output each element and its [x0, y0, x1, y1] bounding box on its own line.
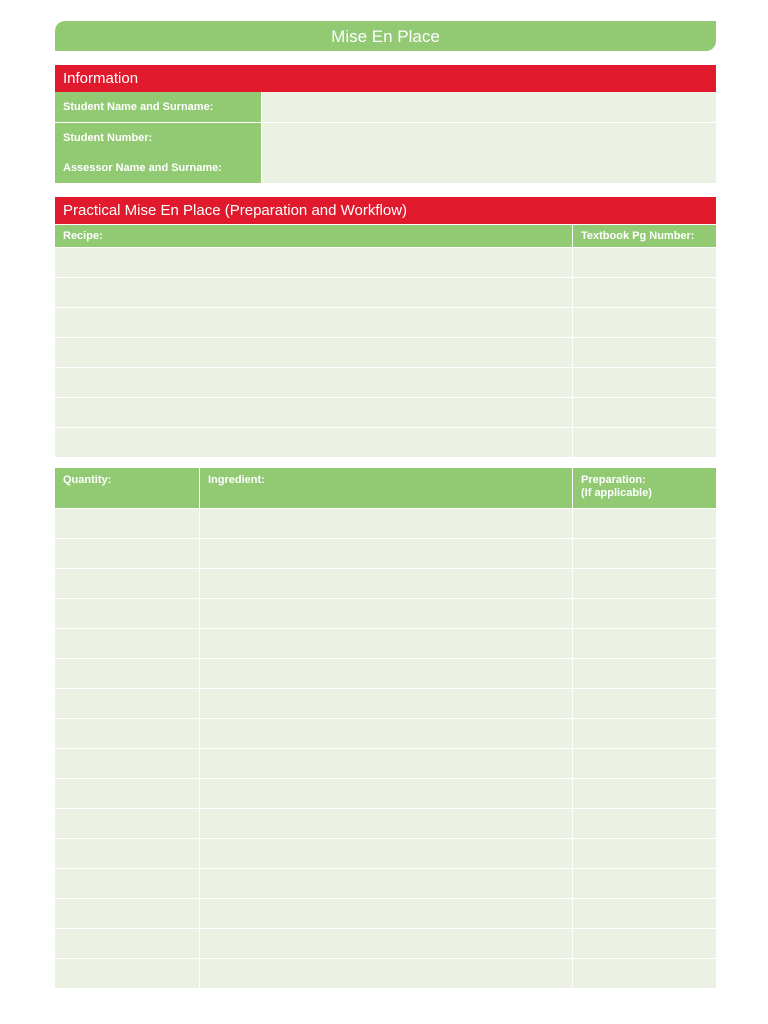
- ingredients-table-body: [55, 509, 716, 989]
- ingredient-table-row[interactable]: [55, 839, 716, 869]
- recipe-table-row[interactable]: [55, 338, 716, 368]
- student-number-field[interactable]: [261, 123, 716, 153]
- column-divider: [572, 719, 573, 748]
- column-divider: [572, 959, 573, 988]
- column-divider: [199, 839, 200, 868]
- recipe-table-row[interactable]: [55, 398, 716, 428]
- recipe-table-header: [55, 225, 716, 247]
- column-divider: [572, 809, 573, 838]
- ingredient-table-row[interactable]: [55, 749, 716, 779]
- column-divider: [572, 539, 573, 568]
- ingredient-table-row[interactable]: [55, 659, 716, 689]
- column-divider: [199, 659, 200, 688]
- recipe-table-row[interactable]: [55, 278, 716, 308]
- ingredient-table-row[interactable]: [55, 719, 716, 749]
- preparation-header-note: (If applicable): [581, 487, 652, 499]
- column-divider: [572, 509, 573, 538]
- page-title: Mise En Place: [55, 21, 716, 51]
- ingredient-table-row[interactable]: [55, 599, 716, 629]
- column-divider: [199, 749, 200, 778]
- column-divider: [572, 248, 573, 277]
- assessor-name-field[interactable]: [261, 153, 716, 183]
- recipe-table-row[interactable]: [55, 428, 716, 458]
- ingredient-table-row[interactable]: [55, 899, 716, 929]
- recipe-column-header: Recipe:: [63, 230, 103, 242]
- info-row-student-number: [55, 123, 716, 153]
- column-divider: [199, 929, 200, 958]
- column-divider: [572, 899, 573, 928]
- recipe-table-body: [55, 248, 716, 458]
- ingredient-table-row[interactable]: [55, 629, 716, 659]
- recipe-table-row[interactable]: [55, 368, 716, 398]
- column-divider: [572, 869, 573, 898]
- column-divider: [199, 719, 200, 748]
- ingredient-table-row[interactable]: [55, 929, 716, 959]
- column-divider: [572, 278, 573, 307]
- column-divider: [199, 779, 200, 808]
- column-divider: [199, 959, 200, 988]
- column-divider: [199, 869, 200, 898]
- student-number-label: Student Number:: [55, 123, 261, 153]
- practical-heading: Practical Mise En Place (Preparation and Workflow): [55, 197, 716, 224]
- column-divider: [199, 569, 200, 598]
- column-divider: [572, 779, 573, 808]
- column-divider: [572, 368, 573, 397]
- student-name-field[interactable]: [261, 92, 716, 122]
- column-divider: [572, 659, 573, 688]
- ingredient-table-row[interactable]: [55, 809, 716, 839]
- ingredients-table-header: [55, 468, 716, 508]
- column-divider: [199, 809, 200, 838]
- column-divider: [199, 899, 200, 928]
- ingredient-table-row[interactable]: [55, 689, 716, 719]
- column-divider: [572, 569, 573, 598]
- info-row-student-name: [55, 92, 716, 122]
- ingredient-table-row[interactable]: [55, 509, 716, 539]
- info-row-assessor-name: [55, 153, 716, 183]
- ingredient-table-row[interactable]: [55, 869, 716, 899]
- column-divider: [572, 398, 573, 427]
- column-divider: [572, 308, 573, 337]
- column-divider: [572, 929, 573, 958]
- information-heading: Information: [55, 65, 716, 92]
- column-divider: [199, 689, 200, 718]
- ingredient-table-row[interactable]: [55, 569, 716, 599]
- recipe-table-row[interactable]: [55, 248, 716, 278]
- column-divider: [572, 629, 573, 658]
- ingredient-table-row[interactable]: [55, 779, 716, 809]
- column-divider: [199, 599, 200, 628]
- preparation-column-header: [572, 468, 716, 508]
- textbook-page-column-header: Textbook Pg Number:: [572, 225, 716, 247]
- ingredient-table-row[interactable]: [55, 539, 716, 569]
- column-divider: [199, 629, 200, 658]
- column-divider: [199, 539, 200, 568]
- student-name-label: Student Name and Surname:: [55, 92, 261, 122]
- quantity-column-header: Quantity:: [63, 474, 112, 486]
- column-divider: [199, 509, 200, 538]
- column-divider: [572, 338, 573, 367]
- ingredient-column-header: Ingredient:: [199, 468, 572, 508]
- ingredient-table-row[interactable]: [55, 959, 716, 989]
- assessor-name-label: Assessor Name and Surname:: [55, 153, 261, 183]
- column-divider: [572, 599, 573, 628]
- column-divider: [572, 749, 573, 778]
- column-divider: [572, 689, 573, 718]
- preparation-header-label: Preparation:: [581, 474, 646, 486]
- recipe-table-row[interactable]: [55, 308, 716, 338]
- column-divider: [572, 428, 573, 457]
- column-divider: [572, 839, 573, 868]
